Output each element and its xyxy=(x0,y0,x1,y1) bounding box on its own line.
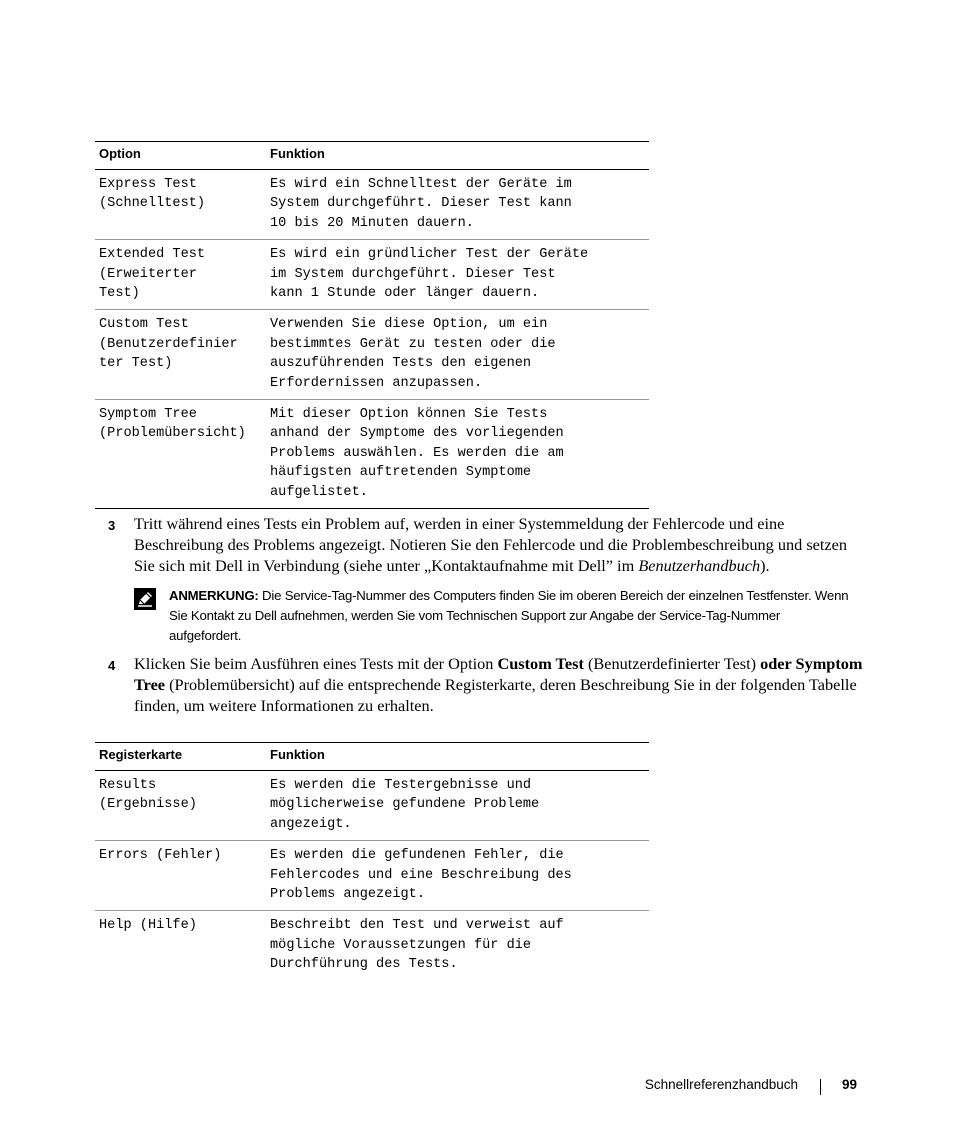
column-header-funktion: Funktion xyxy=(266,743,649,771)
note-label: ANMERKUNG: xyxy=(169,588,259,603)
options-table xyxy=(95,141,649,509)
tab-cell: Results (Ergebnisse) xyxy=(95,771,266,841)
function-cell: Es wird ein gründlicher Test der Geräte im System durchgeführt. Dieser Test kann 1 Stunde oder länger dauern. xyxy=(266,240,649,310)
table-row xyxy=(95,400,649,509)
table-header-row xyxy=(95,743,649,771)
table-row xyxy=(95,240,649,310)
step-number: 4 xyxy=(108,658,116,673)
page-footer xyxy=(0,1077,954,1097)
column-header-funktion: Funktion xyxy=(266,142,649,170)
function-cell: Beschreibt den Test und verweist auf mögliche Voraussetzungen für die Durchführung des Tests. xyxy=(270,918,564,973)
step-3 xyxy=(108,513,868,576)
column-header-registerkarte: Registerkarte xyxy=(95,743,266,771)
step-number: 3 xyxy=(108,518,116,533)
footer-separator xyxy=(820,1079,821,1095)
function-cell: Es wird ein Schnelltest der Geräte im System durchgeführt. Dieser Test kann 10 bis 20 Minuten dauern. xyxy=(266,170,649,240)
option-cell: Express Test (Schnelltest) xyxy=(95,170,266,240)
function-cell: Es werden die gefundenen Fehler, die Fehlercodes und eine Beschreibung des Problems angezeigt. xyxy=(266,841,649,911)
table-header-row xyxy=(95,142,649,170)
function-cell: Mit dieser Option können Sie Tests anhand der Symptome des vorliegenden Problems auswählen. Es werden die am häufigsten auftretenden Symptome aufgelistet. xyxy=(266,400,649,509)
step-text: Tritt während eines Tests ein Problem auf, werden in einer Systemmeldung der Fehlercode und eine Beschreibung des Problems angezeigt. Notieren Sie den Fehlercode und die Problembeschreibung und setzen Sie sich mit Dell in Verbindung (siehe unter „Kontaktaufnahme mit Dell” im Benutzerhandbuch). xyxy=(134,514,848,575)
option-cell: Custom Test (Benutzerdefinier ter Test) xyxy=(95,310,266,400)
step-text: Klicken Sie beim Ausführen eines Tests mit der Option Custom Test (Benutzerdefinierter Test) oder Symptom Tree (Problemübersicht) auf die entsprechende Registerkarte, deren Beschreibung Sie in der folgenden Tabelle finden, um weitere Informationen zu erhalten. xyxy=(134,654,863,715)
table-row xyxy=(95,310,649,400)
tab-cell: Help (Hilfe) xyxy=(99,918,197,934)
tabs-table xyxy=(95,742,649,981)
option-cell: Symptom Tree (Problemübersicht) xyxy=(95,400,266,509)
table-row xyxy=(95,841,649,911)
table-row xyxy=(95,771,649,841)
option-cell: Extended Test (Erweiterter Test) xyxy=(95,240,266,310)
tab-cell: Errors (Fehler) xyxy=(95,841,266,911)
page-number: 99 xyxy=(842,1077,858,1092)
table-row xyxy=(95,170,649,240)
footer-title: Schnellreferenzhandbuch xyxy=(644,1077,798,1092)
function-cell: Verwenden Sie diese Option, um ein bestimmtes Gerät zu testen oder die auszuführenden Tests den eigenen Erfordernissen anzupassen. xyxy=(266,310,649,400)
table-row xyxy=(95,911,649,981)
column-header-option: Option xyxy=(95,142,266,170)
note-text: ANMERKUNG: Die Service-Tag-Nummer des Computers finden Sie im oberen Bereich der einzelnen Testfenster. Wenn Sie Kontakt zu Dell aufnehmen, werden Sie vom Technischen Support zur Angabe der Service-Tag-Nummer aufgefordert. xyxy=(169,588,849,643)
step-4 xyxy=(108,653,868,716)
note-box xyxy=(134,586,854,646)
pencil-note-icon xyxy=(134,588,156,610)
function-cell: Es werden die Testergebnisse und möglicherweise gefundene Probleme angezeigt. xyxy=(266,771,649,841)
